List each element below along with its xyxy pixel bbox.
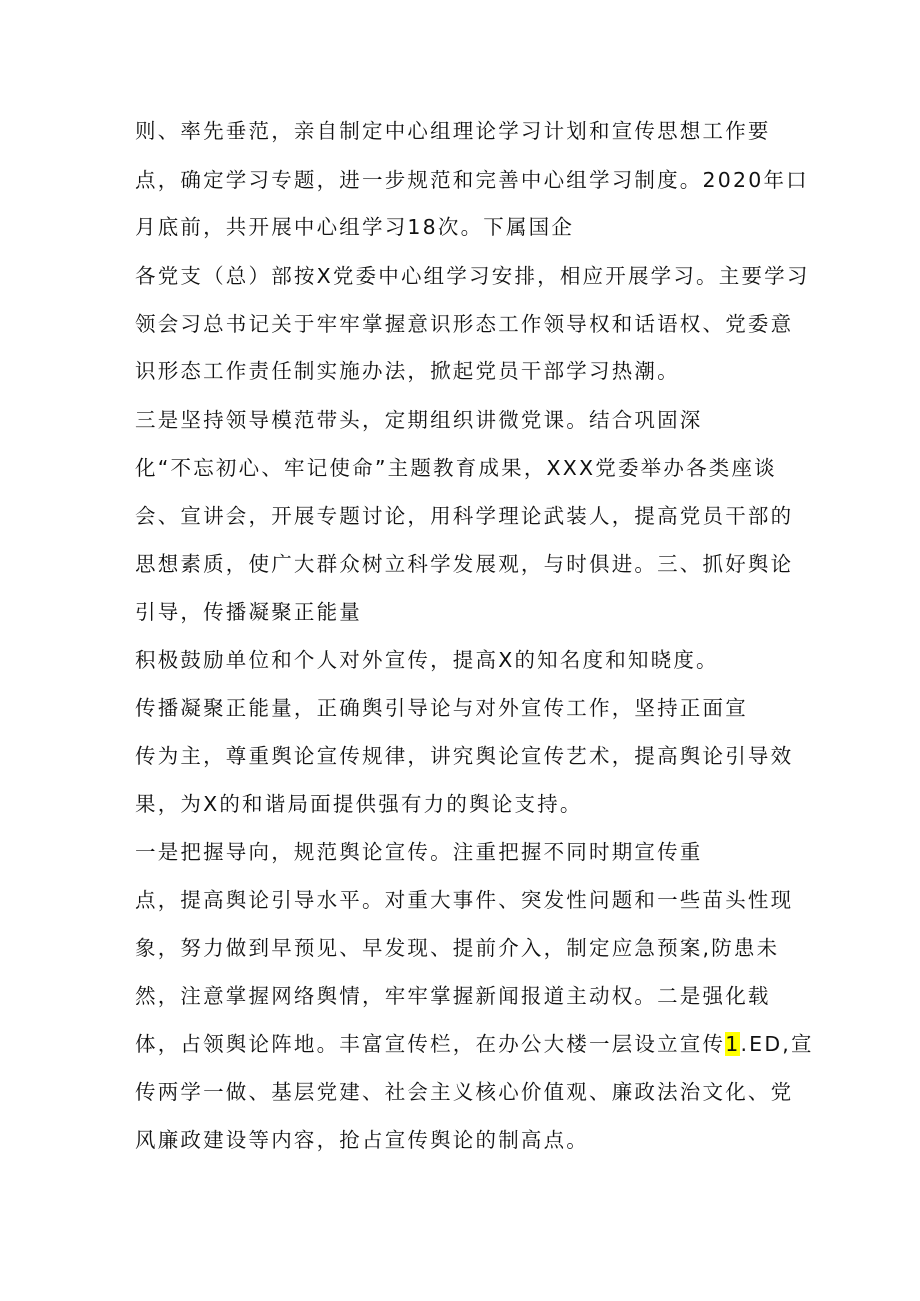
paragraph-line: 一是把握导向，规范舆论宣传。注重把握不同时期宣传重 <box>135 840 703 864</box>
paragraph-line: 果，为X的和谐局面提供强有力的舆论支持。 <box>135 792 583 816</box>
paragraph-line: 思想素质，使广大群众树立科学发展观，与时俱进。三、抓好舆论 <box>135 552 794 576</box>
paragraph-line: 会、宣讲会，开展专题讨论，用科学理论武装人，提高党员干部的 <box>135 504 794 528</box>
paragraph-line: 识形态工作责任制实施办法，掀起党员干部学习热潮。 <box>135 359 680 383</box>
paragraph-line: 点，确定学习专题，进一步规范和完善中心组学习制度。2020年口 <box>135 168 809 192</box>
paragraph-line: 引导，传播凝聚正能量 <box>135 600 362 624</box>
paragraph-line: 则、率先垂范，亲自制定中心组理论学习计划和宣传思想工作要 <box>135 119 771 143</box>
paragraph-line: 传播凝聚正能量，正确舆引导论与对外宣传工作，坚持正面宣 <box>135 696 748 720</box>
paragraph-line: 传两学一做、基层党建、社会主义核心价值观、廉政法治文化、党 <box>135 1080 794 1104</box>
paragraph-line: 领会习总书记关于牢牢掌握意识形态工作领导权和话语权、党委意 <box>135 312 794 336</box>
paragraph-line: 化“不忘初心、牢记使命”主题教育成果，XXX党委举办各类座谈 <box>135 456 777 480</box>
paragraph-line: 三是坚持领导模范带头，定期组织讲微党课。结合巩固深 <box>135 408 703 432</box>
paragraph-line: 点，提高舆论引导水平。对重大事件、突发性问题和一些苗头性现 <box>135 888 794 912</box>
line-text-before: 体，占领舆论阵地。丰富宣传栏，在办公大楼一层设立宣传 <box>135 1032 726 1056</box>
paragraph-line: 积极鼓励单位和个人对外宣传，提高X的知名度和知晓度。 <box>135 648 719 672</box>
line-text-after: .ED,宣 <box>740 1032 814 1056</box>
paragraph-line: 传为主，尊重舆论宣传规律，讲究舆论宣传艺术，提高舆论引导效 <box>135 744 794 768</box>
paragraph-line-highlighted <box>135 1030 814 1058</box>
paragraph-line: 象，努力做到早预见、早发现、提前介入，制定应急预案,防患未 <box>135 936 780 960</box>
paragraph-line: 然，注意掌握网络舆情，牢牢掌握新闻报道主动权。二是强化载 <box>135 984 771 1008</box>
paragraph-line: 风廉政建设等内容，抢占宣传舆论的制高点。 <box>135 1128 589 1152</box>
paragraph-line: 月底前，共开展中心组学习18次。下属国企 <box>135 215 575 239</box>
paragraph-line: 各党支（总）部按X党委中心组学习安排，相应开展学习。主要学习 <box>135 264 810 288</box>
highlighted-text: 1 <box>725 1032 741 1056</box>
